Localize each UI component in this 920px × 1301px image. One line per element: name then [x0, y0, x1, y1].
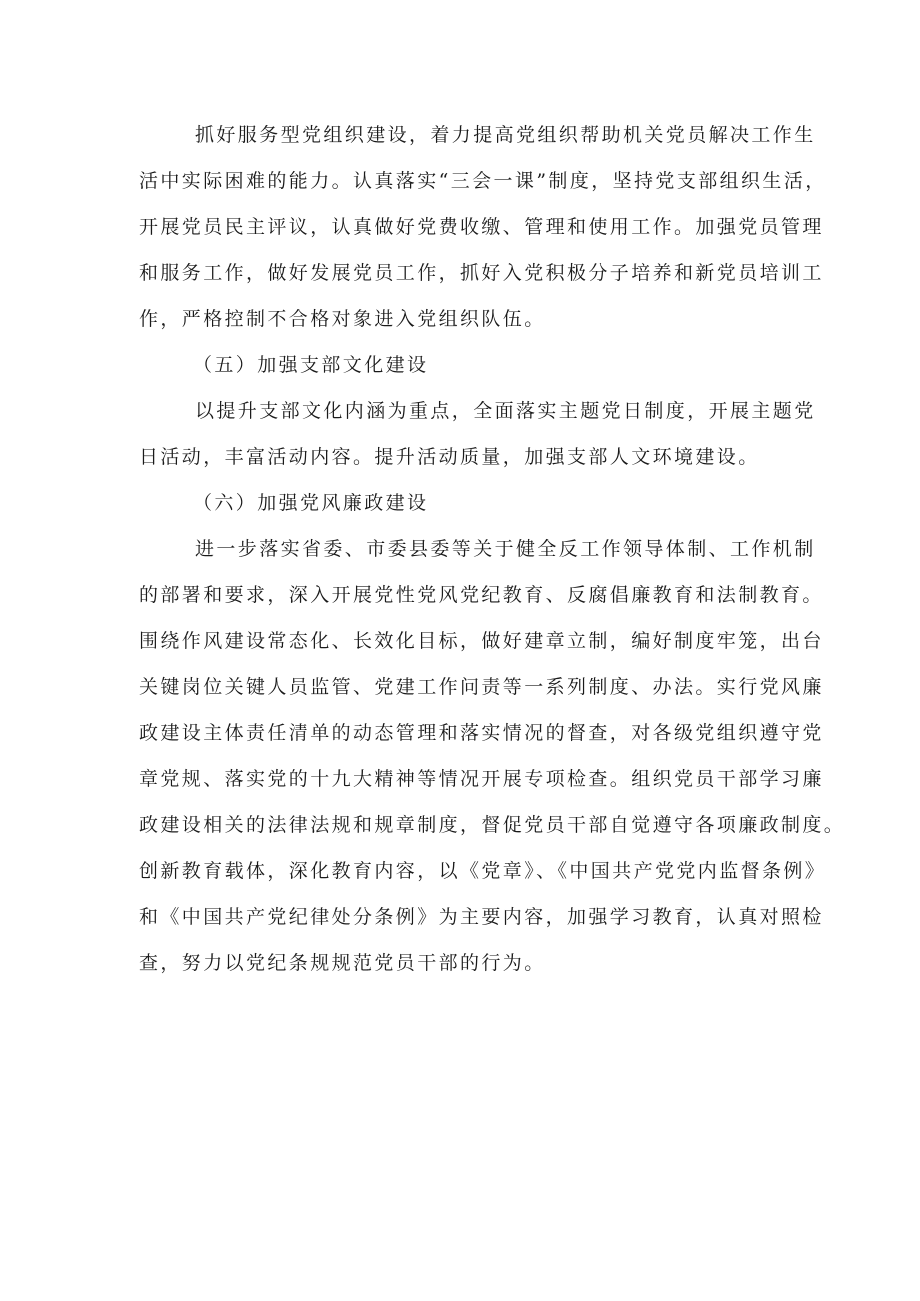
- paragraph-branch-culture: [139, 388, 816, 480]
- text-line: 和服务工作，做好发展党员工作，抓好入党积极分子培养和新党员培训工: [139, 262, 824, 284]
- text-line: 以提升支部文化内涵为重点，全面落实主题党日制度，开展主题党: [195, 400, 816, 422]
- section-heading-integrity: （六）加强党风廉政建设: [193, 492, 429, 514]
- text-line: 政建设相关的法律法规和规章制度，督促党员干部自觉遵守各项廉政制度。: [139, 814, 846, 836]
- text-line: 创新教育载体，深化教育内容，以《党章》、《中国共产党党内监督条例》: [139, 860, 827, 882]
- text-line: 的部署和要求，深入开展党性党风党纪教育、反腐倡廉教育和法制教育。: [139, 584, 824, 606]
- text-line: 章党规、落实党的十九大精神等情况开展专项检查。组织党员干部学习廉: [139, 768, 824, 790]
- text-line: 关键岗位关键人员监管、党建工作问责等一系列制度、办法。实行党风廉: [139, 676, 824, 698]
- text-line: 活中实际困难的能力。认真落实“三会一课”制度，坚持党支部组织生活，: [139, 170, 827, 192]
- text-line: 查，努力以党纪条规规范党员干部的行为。: [139, 952, 546, 974]
- text-line: 作，严格控制不合格对象进入党组织队伍。: [139, 308, 546, 330]
- paragraph-service-org: [139, 112, 827, 342]
- text-line: 政建设主体责任清单的动态管理和落实情况的督查，对各级党组织遵守党: [139, 722, 824, 744]
- text-line: 和《中国共产党纪律处分条例》为主要内容，加强学习教育，认真对照检: [139, 906, 824, 928]
- document-body: [139, 112, 846, 986]
- paragraph-clean-government: [139, 526, 846, 986]
- text-line: 围绕作风建设常态化、长效化目标，做好建章立制，编好制度牢笼，出台: [139, 630, 824, 652]
- section-heading-culture: （五）加强支部文化建设: [193, 354, 429, 376]
- text-line: 进一步落实省委、市委县委等关于健全反工作领导体制、工作机制: [195, 538, 816, 560]
- text-line: 日活动，丰富活动内容。提升活动质量，加强支部人文环境建设。: [139, 446, 760, 468]
- text-line: 开展党员民主评议，认真做好党费收缴、管理和使用工作。加强党员管理: [139, 216, 824, 238]
- text-line: 抓好服务型党组织建设，着力提高党组织帮助机关党员解决工作生: [195, 124, 816, 146]
